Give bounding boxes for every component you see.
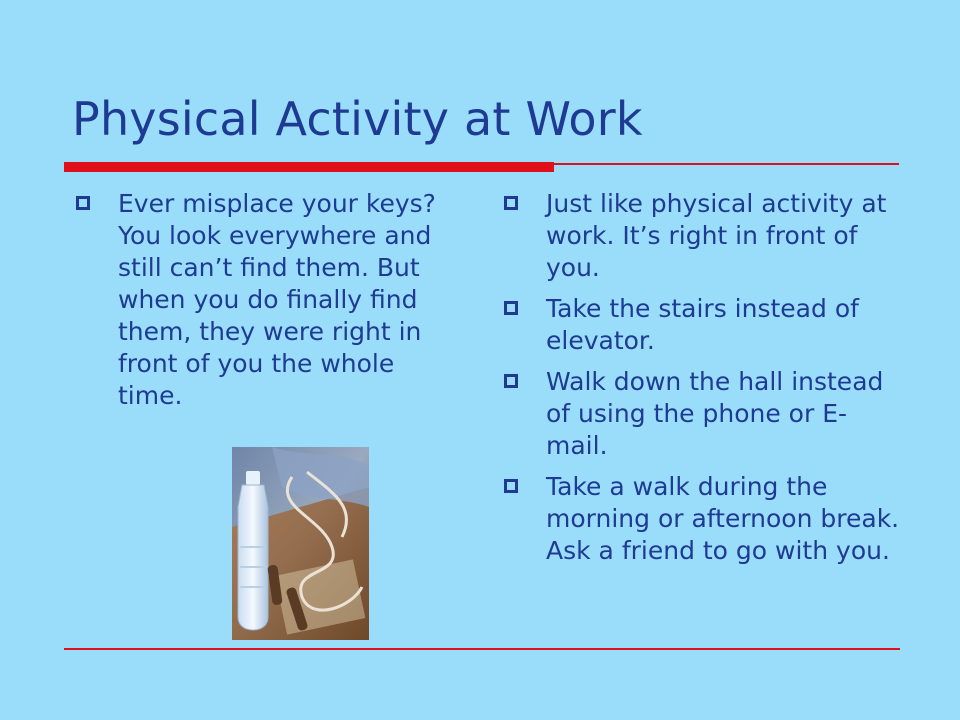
water-bottle-jump-rope-photo — [232, 447, 369, 640]
title-underline-thin — [554, 163, 899, 165]
square-bullet-icon — [504, 479, 518, 493]
bullet-item — [500, 188, 900, 284]
square-bullet-icon — [504, 374, 518, 388]
bottom-rule — [64, 648, 900, 650]
bullet-item — [500, 293, 900, 357]
slide-title: Physical Activity at Work — [72, 92, 643, 146]
title-underline-thick — [64, 162, 554, 172]
bullet-item — [72, 188, 442, 412]
bullet-text: Ever misplace your keys? You look everywhere and still can’t find them. But when you do finally find them, they were right in front of you the whole time. — [118, 189, 436, 410]
bullet-text: Walk down the hall instead of using the phone or E-mail. — [546, 367, 884, 460]
square-bullet-icon — [504, 196, 518, 210]
bullet-item — [500, 366, 900, 462]
bullet-text: Just like physical activity at work. It’s right in front of you. — [546, 189, 887, 282]
bullet-text: Take the stairs instead of elevator. — [546, 294, 859, 355]
left-column — [72, 188, 442, 421]
right-column — [500, 188, 900, 576]
square-bullet-icon — [504, 301, 518, 315]
bullet-item — [500, 471, 900, 567]
bullet-text: Take a walk during the morning or afternoon break. Ask a friend to go with you. — [546, 472, 900, 565]
square-bullet-icon — [76, 196, 90, 210]
